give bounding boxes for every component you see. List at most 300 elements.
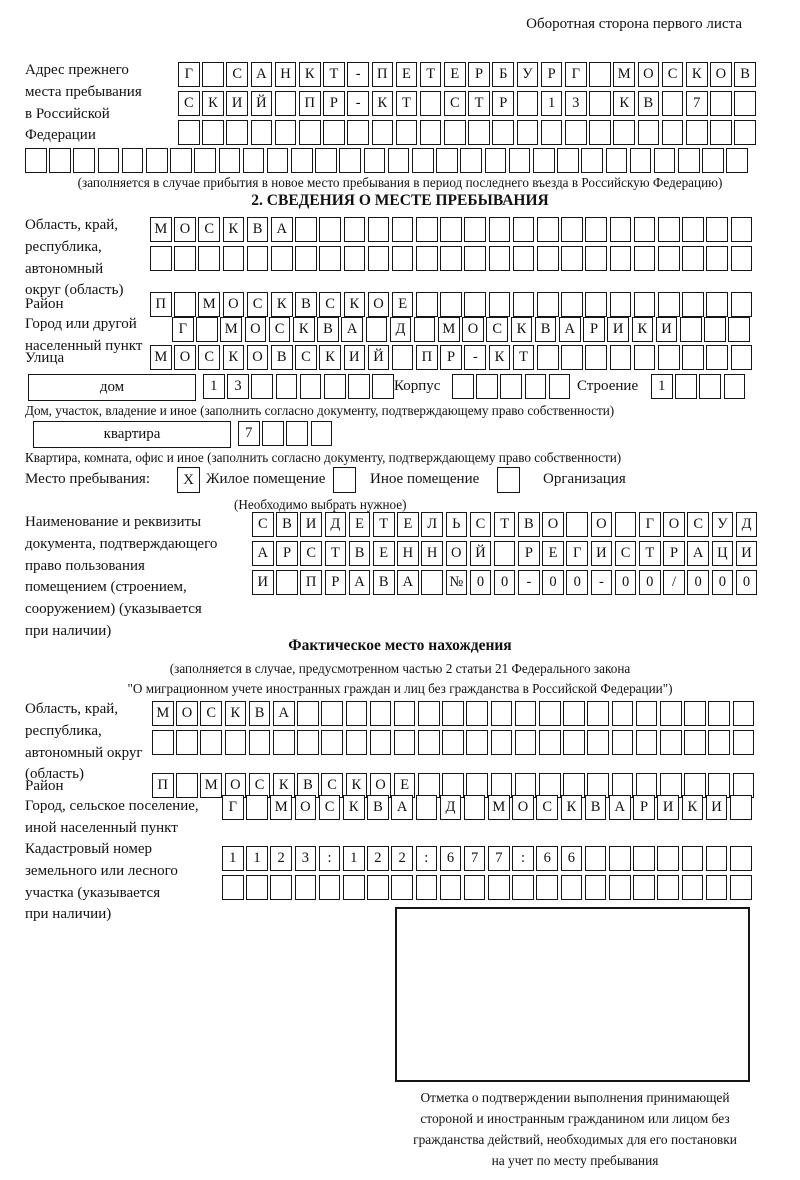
char-cell[interactable] xyxy=(730,795,752,820)
char-cell[interactable]: Е xyxy=(444,62,466,87)
char-cell[interactable] xyxy=(394,701,416,726)
char-cell[interactable]: П xyxy=(152,773,174,798)
char-cell[interactable]: А xyxy=(349,570,371,595)
char-cell[interactable]: С xyxy=(269,317,291,342)
char-cell[interactable] xyxy=(476,374,498,399)
char-cell[interactable]: Й xyxy=(368,345,390,370)
char-cell[interactable] xyxy=(633,846,655,871)
char-cell[interactable]: С xyxy=(178,91,200,116)
char-cell[interactable] xyxy=(585,345,607,370)
char-cell[interactable]: О xyxy=(174,217,196,242)
char-cell[interactable] xyxy=(489,217,511,242)
char-cell[interactable]: 0 xyxy=(470,570,492,595)
char-cell[interactable] xyxy=(537,246,559,271)
char-cell[interactable] xyxy=(678,148,700,173)
char-cell[interactable]: 0 xyxy=(687,570,709,595)
stay-type-checkbox-residential[interactable]: X xyxy=(177,467,200,493)
char-cell[interactable] xyxy=(323,120,345,145)
char-cell[interactable] xyxy=(509,148,531,173)
char-cell[interactable]: 1 xyxy=(222,846,244,871)
char-cell[interactable] xyxy=(708,730,730,755)
char-cell[interactable] xyxy=(319,875,341,900)
char-cell[interactable] xyxy=(734,120,756,145)
char-cell[interactable]: С xyxy=(319,292,341,317)
char-cell[interactable] xyxy=(731,246,753,271)
char-cell[interactable]: С xyxy=(615,541,637,566)
char-cell[interactable] xyxy=(537,345,559,370)
char-cell[interactable] xyxy=(246,795,268,820)
char-cell[interactable]: Г xyxy=(566,541,588,566)
char-cell[interactable]: Р xyxy=(633,795,655,820)
char-cell[interactable]: С xyxy=(470,512,492,537)
char-cell[interactable]: В xyxy=(585,795,607,820)
char-cell[interactable] xyxy=(660,701,682,726)
char-cell[interactable] xyxy=(276,374,298,399)
char-cell[interactable] xyxy=(513,246,535,271)
char-cell[interactable]: К xyxy=(271,292,293,317)
char-cell[interactable]: Г xyxy=(639,512,661,537)
char-cell[interactable] xyxy=(442,701,464,726)
char-cell[interactable]: К xyxy=(202,91,224,116)
char-cell[interactable] xyxy=(372,120,394,145)
char-cell[interactable]: Т xyxy=(639,541,661,566)
char-cell[interactable]: Р xyxy=(583,317,605,342)
char-cell[interactable] xyxy=(561,875,583,900)
char-cell[interactable]: Р xyxy=(663,541,685,566)
char-cell[interactable]: Г xyxy=(565,62,587,87)
char-cell[interactable] xyxy=(440,292,462,317)
char-cell[interactable]: О xyxy=(247,345,269,370)
char-cell[interactable]: М xyxy=(220,317,242,342)
char-cell[interactable] xyxy=(364,148,386,173)
char-cell[interactable] xyxy=(557,148,579,173)
char-cell[interactable] xyxy=(728,317,750,342)
char-cell[interactable]: У xyxy=(517,62,539,87)
char-cell[interactable]: М xyxy=(198,292,220,317)
char-cell[interactable]: С xyxy=(321,773,343,798)
char-cell[interactable] xyxy=(684,730,706,755)
char-cell[interactable] xyxy=(638,120,660,145)
char-cell[interactable] xyxy=(682,246,704,271)
char-cell[interactable] xyxy=(178,120,200,145)
char-cell[interactable] xyxy=(609,846,631,871)
char-cell[interactable] xyxy=(561,345,583,370)
char-cell[interactable] xyxy=(464,292,486,317)
char-cell[interactable]: С xyxy=(687,512,709,537)
char-cell[interactable]: Т xyxy=(513,345,535,370)
char-cell[interactable]: В xyxy=(373,570,395,595)
char-cell[interactable]: О xyxy=(368,292,390,317)
char-cell[interactable] xyxy=(366,317,388,342)
char-cell[interactable] xyxy=(634,292,656,317)
char-cell[interactable]: О xyxy=(591,512,613,537)
char-cell[interactable] xyxy=(587,701,609,726)
char-cell[interactable]: : xyxy=(416,846,438,871)
char-cell[interactable]: 7 xyxy=(488,846,510,871)
char-cell[interactable] xyxy=(418,730,440,755)
char-cell[interactable] xyxy=(276,570,298,595)
char-cell[interactable] xyxy=(420,120,442,145)
char-cell[interactable] xyxy=(634,345,656,370)
char-cell[interactable] xyxy=(630,148,652,173)
char-cell[interactable] xyxy=(517,91,539,116)
char-cell[interactable] xyxy=(249,730,271,755)
char-cell[interactable] xyxy=(658,217,680,242)
char-cell[interactable] xyxy=(392,217,414,242)
char-cell[interactable]: О xyxy=(710,62,732,87)
char-cell[interactable]: К xyxy=(489,345,511,370)
char-cell[interactable] xyxy=(657,875,679,900)
char-cell[interactable] xyxy=(589,120,611,145)
char-cell[interactable] xyxy=(581,148,603,173)
char-cell[interactable] xyxy=(202,120,224,145)
char-cell[interactable] xyxy=(585,246,607,271)
char-cell[interactable] xyxy=(122,148,144,173)
char-cell[interactable]: П xyxy=(299,91,321,116)
char-cell[interactable] xyxy=(464,875,486,900)
char-cell[interactable] xyxy=(682,875,704,900)
char-cell[interactable]: М xyxy=(438,317,460,342)
char-cell[interactable] xyxy=(416,875,438,900)
char-cell[interactable] xyxy=(517,120,539,145)
char-cell[interactable]: Т xyxy=(373,512,395,537)
char-cell[interactable]: Й xyxy=(470,541,492,566)
char-cell[interactable] xyxy=(537,292,559,317)
char-cell[interactable]: Д xyxy=(325,512,347,537)
char-cell[interactable]: Н xyxy=(275,62,297,87)
char-cell[interactable]: О xyxy=(225,773,247,798)
char-cell[interactable] xyxy=(370,701,392,726)
char-cell[interactable] xyxy=(536,875,558,900)
char-cell[interactable] xyxy=(200,730,222,755)
char-cell[interactable] xyxy=(343,875,365,900)
char-cell[interactable]: 0 xyxy=(615,570,637,595)
stay-type-checkbox-other-premise[interactable] xyxy=(333,467,356,493)
char-cell[interactable] xyxy=(489,246,511,271)
char-cell[interactable] xyxy=(634,246,656,271)
char-cell[interactable] xyxy=(396,120,418,145)
char-cell[interactable] xyxy=(710,91,732,116)
char-cell[interactable]: Т xyxy=(420,62,442,87)
char-cell[interactable] xyxy=(339,148,361,173)
char-cell[interactable]: № xyxy=(446,570,468,595)
char-cell[interactable] xyxy=(299,120,321,145)
char-cell[interactable] xyxy=(612,701,634,726)
char-cell[interactable]: 2 xyxy=(270,846,292,871)
char-cell[interactable]: 0 xyxy=(542,570,564,595)
char-cell[interactable] xyxy=(731,345,753,370)
char-cell[interactable] xyxy=(730,846,752,871)
char-cell[interactable] xyxy=(613,120,635,145)
char-cell[interactable] xyxy=(610,217,632,242)
char-cell[interactable]: - xyxy=(347,91,369,116)
char-cell[interactable] xyxy=(491,730,513,755)
char-cell[interactable] xyxy=(295,875,317,900)
char-cell[interactable]: А xyxy=(391,795,413,820)
char-cell[interactable]: 2 xyxy=(391,846,413,871)
char-cell[interactable] xyxy=(150,246,172,271)
char-cell[interactable] xyxy=(98,148,120,173)
char-cell[interactable] xyxy=(706,292,728,317)
char-cell[interactable]: 0 xyxy=(712,570,734,595)
char-cell[interactable] xyxy=(202,62,224,87)
char-cell[interactable] xyxy=(658,345,680,370)
char-cell[interactable]: Р xyxy=(440,345,462,370)
char-cell[interactable] xyxy=(682,345,704,370)
char-cell[interactable] xyxy=(388,148,410,173)
char-cell[interactable]: К xyxy=(511,317,533,342)
char-cell[interactable]: 1 xyxy=(246,846,268,871)
char-cell[interactable]: В xyxy=(295,292,317,317)
char-cell[interactable]: 3 xyxy=(565,91,587,116)
char-cell[interactable] xyxy=(657,846,679,871)
char-cell[interactable]: Г xyxy=(222,795,244,820)
char-cell[interactable]: Т xyxy=(325,541,347,566)
char-cell[interactable]: Г xyxy=(172,317,194,342)
char-cell[interactable] xyxy=(489,292,511,317)
char-cell[interactable] xyxy=(537,217,559,242)
char-cell[interactable] xyxy=(731,217,753,242)
char-cell[interactable]: С xyxy=(200,701,222,726)
char-cell[interactable]: Д xyxy=(440,795,462,820)
char-cell[interactable] xyxy=(319,217,341,242)
char-cell[interactable] xyxy=(525,374,547,399)
char-cell[interactable]: М xyxy=(150,217,172,242)
char-cell[interactable]: 1 xyxy=(343,846,365,871)
char-cell[interactable]: С xyxy=(226,62,248,87)
char-cell[interactable]: : xyxy=(319,846,341,871)
char-cell[interactable] xyxy=(368,246,390,271)
char-cell[interactable]: К xyxy=(346,773,368,798)
char-cell[interactable] xyxy=(444,120,466,145)
char-cell[interactable]: Е xyxy=(396,62,418,87)
char-cell[interactable]: Е xyxy=(397,512,419,537)
char-cell[interactable] xyxy=(730,875,752,900)
char-cell[interactable]: А xyxy=(687,541,709,566)
char-cell[interactable] xyxy=(194,148,216,173)
char-cell[interactable] xyxy=(368,217,390,242)
char-cell[interactable]: В xyxy=(249,701,271,726)
char-cell[interactable] xyxy=(658,292,680,317)
char-cell[interactable] xyxy=(324,374,346,399)
char-cell[interactable]: Д xyxy=(390,317,412,342)
char-cell[interactable] xyxy=(222,875,244,900)
char-cell[interactable] xyxy=(49,148,71,173)
char-cell[interactable] xyxy=(176,773,198,798)
char-cell[interactable]: О xyxy=(638,62,660,87)
char-cell[interactable] xyxy=(485,148,507,173)
char-cell[interactable] xyxy=(321,730,343,755)
char-cell[interactable] xyxy=(539,701,561,726)
char-cell[interactable] xyxy=(515,730,537,755)
char-cell[interactable] xyxy=(464,795,486,820)
char-cell[interactable]: И xyxy=(591,541,613,566)
char-cell[interactable] xyxy=(634,217,656,242)
char-cell[interactable]: Р xyxy=(518,541,540,566)
char-cell[interactable] xyxy=(416,292,438,317)
char-cell[interactable]: К xyxy=(613,91,635,116)
char-cell[interactable]: Р xyxy=(468,62,490,87)
char-cell[interactable]: О xyxy=(245,317,267,342)
char-cell[interactable]: О xyxy=(295,795,317,820)
char-cell[interactable]: 1 xyxy=(203,374,225,399)
char-cell[interactable]: 0 xyxy=(736,570,758,595)
char-cell[interactable]: Р xyxy=(276,541,298,566)
char-cell[interactable] xyxy=(706,846,728,871)
char-cell[interactable]: К xyxy=(299,62,321,87)
char-cell[interactable] xyxy=(726,148,748,173)
char-cell[interactable]: В xyxy=(276,512,298,537)
char-cell[interactable]: Л xyxy=(421,512,443,537)
char-cell[interactable]: А xyxy=(273,701,295,726)
char-cell[interactable]: Т xyxy=(468,91,490,116)
char-cell[interactable]: И xyxy=(736,541,758,566)
char-cell[interactable]: И xyxy=(656,317,678,342)
char-cell[interactable]: П xyxy=(416,345,438,370)
char-cell[interactable] xyxy=(706,217,728,242)
char-cell[interactable] xyxy=(654,148,676,173)
char-cell[interactable]: Р xyxy=(541,62,563,87)
char-cell[interactable]: В xyxy=(535,317,557,342)
char-cell[interactable] xyxy=(372,374,394,399)
char-cell[interactable] xyxy=(660,730,682,755)
char-cell[interactable] xyxy=(491,701,513,726)
char-cell[interactable] xyxy=(563,730,585,755)
char-cell[interactable] xyxy=(682,292,704,317)
char-cell[interactable] xyxy=(321,701,343,726)
char-cell[interactable]: 6 xyxy=(561,846,583,871)
char-cell[interactable] xyxy=(295,217,317,242)
char-cell[interactable]: - xyxy=(347,62,369,87)
char-cell[interactable] xyxy=(416,217,438,242)
char-cell[interactable] xyxy=(251,374,273,399)
char-cell[interactable]: И xyxy=(344,345,366,370)
char-cell[interactable] xyxy=(152,730,174,755)
char-cell[interactable]: П xyxy=(300,570,322,595)
char-cell[interactable]: Т xyxy=(494,512,516,537)
char-cell[interactable]: 3 xyxy=(295,846,317,871)
char-cell[interactable] xyxy=(494,541,516,566)
char-cell[interactable] xyxy=(561,246,583,271)
char-cell[interactable] xyxy=(662,91,684,116)
char-cell[interactable] xyxy=(686,120,708,145)
char-cell[interactable] xyxy=(243,148,265,173)
char-cell[interactable] xyxy=(347,120,369,145)
char-cell[interactable] xyxy=(512,875,534,900)
char-cell[interactable]: О xyxy=(176,701,198,726)
char-cell[interactable]: Т xyxy=(323,62,345,87)
char-cell[interactable]: С xyxy=(536,795,558,820)
char-cell[interactable]: В xyxy=(638,91,660,116)
char-cell[interactable] xyxy=(271,246,293,271)
char-cell[interactable]: 3 xyxy=(227,374,249,399)
char-cell[interactable] xyxy=(286,421,308,446)
char-cell[interactable] xyxy=(246,875,268,900)
char-cell[interactable]: И xyxy=(300,512,322,537)
char-cell[interactable]: 6 xyxy=(440,846,462,871)
char-cell[interactable] xyxy=(291,148,313,173)
char-cell[interactable]: А xyxy=(341,317,363,342)
char-cell[interactable] xyxy=(311,421,333,446)
char-cell[interactable]: В xyxy=(271,345,293,370)
char-cell[interactable]: Н xyxy=(421,541,443,566)
apartment-field-box[interactable] xyxy=(33,421,231,448)
char-cell[interactable]: П xyxy=(372,62,394,87)
char-cell[interactable] xyxy=(394,730,416,755)
char-cell[interactable] xyxy=(636,701,658,726)
char-cell[interactable]: С xyxy=(295,345,317,370)
char-cell[interactable] xyxy=(539,730,561,755)
char-cell[interactable] xyxy=(174,246,196,271)
char-cell[interactable]: К xyxy=(225,701,247,726)
char-cell[interactable]: О xyxy=(542,512,564,537)
char-cell[interactable] xyxy=(704,317,726,342)
char-cell[interactable]: К xyxy=(319,345,341,370)
char-cell[interactable]: С xyxy=(662,62,684,87)
char-cell[interactable] xyxy=(392,246,414,271)
char-cell[interactable]: Й xyxy=(251,91,273,116)
char-cell[interactable] xyxy=(609,875,631,900)
char-cell[interactable]: И xyxy=(706,795,728,820)
char-cell[interactable]: А xyxy=(271,217,293,242)
char-cell[interactable]: Н xyxy=(397,541,419,566)
char-cell[interactable]: 6 xyxy=(536,846,558,871)
char-cell[interactable]: К xyxy=(682,795,704,820)
char-cell[interactable] xyxy=(295,246,317,271)
char-cell[interactable]: К xyxy=(372,91,394,116)
char-cell[interactable]: А xyxy=(609,795,631,820)
char-cell[interactable]: К xyxy=(344,292,366,317)
char-cell[interactable]: А xyxy=(559,317,581,342)
char-cell[interactable] xyxy=(680,317,702,342)
char-cell[interactable] xyxy=(587,730,609,755)
char-cell[interactable] xyxy=(466,701,488,726)
char-cell[interactable] xyxy=(251,120,273,145)
char-cell[interactable] xyxy=(549,374,571,399)
char-cell[interactable]: О xyxy=(663,512,685,537)
char-cell[interactable] xyxy=(346,730,368,755)
char-cell[interactable] xyxy=(146,148,168,173)
char-cell[interactable]: С xyxy=(247,292,269,317)
char-cell[interactable]: Р xyxy=(492,91,514,116)
char-cell[interactable] xyxy=(515,701,537,726)
char-cell[interactable] xyxy=(541,120,563,145)
char-cell[interactable]: И xyxy=(607,317,629,342)
char-cell[interactable] xyxy=(533,148,555,173)
char-cell[interactable] xyxy=(247,246,269,271)
char-cell[interactable] xyxy=(262,421,284,446)
char-cell[interactable]: С xyxy=(300,541,322,566)
char-cell[interactable]: П xyxy=(150,292,172,317)
char-cell[interactable] xyxy=(273,730,295,755)
char-cell[interactable]: М xyxy=(270,795,292,820)
char-cell[interactable] xyxy=(708,701,730,726)
char-cell[interactable]: М xyxy=(488,795,510,820)
char-cell[interactable] xyxy=(421,570,443,595)
char-cell[interactable]: С xyxy=(486,317,508,342)
char-cell[interactable] xyxy=(563,701,585,726)
char-cell[interactable] xyxy=(464,246,486,271)
char-cell[interactable] xyxy=(275,91,297,116)
char-cell[interactable] xyxy=(513,217,535,242)
char-cell[interactable] xyxy=(319,246,341,271)
char-cell[interactable] xyxy=(636,730,658,755)
char-cell[interactable]: - xyxy=(591,570,613,595)
char-cell[interactable]: В xyxy=(518,512,540,537)
char-cell[interactable]: В xyxy=(367,795,389,820)
char-cell[interactable] xyxy=(267,148,289,173)
char-cell[interactable] xyxy=(585,875,607,900)
